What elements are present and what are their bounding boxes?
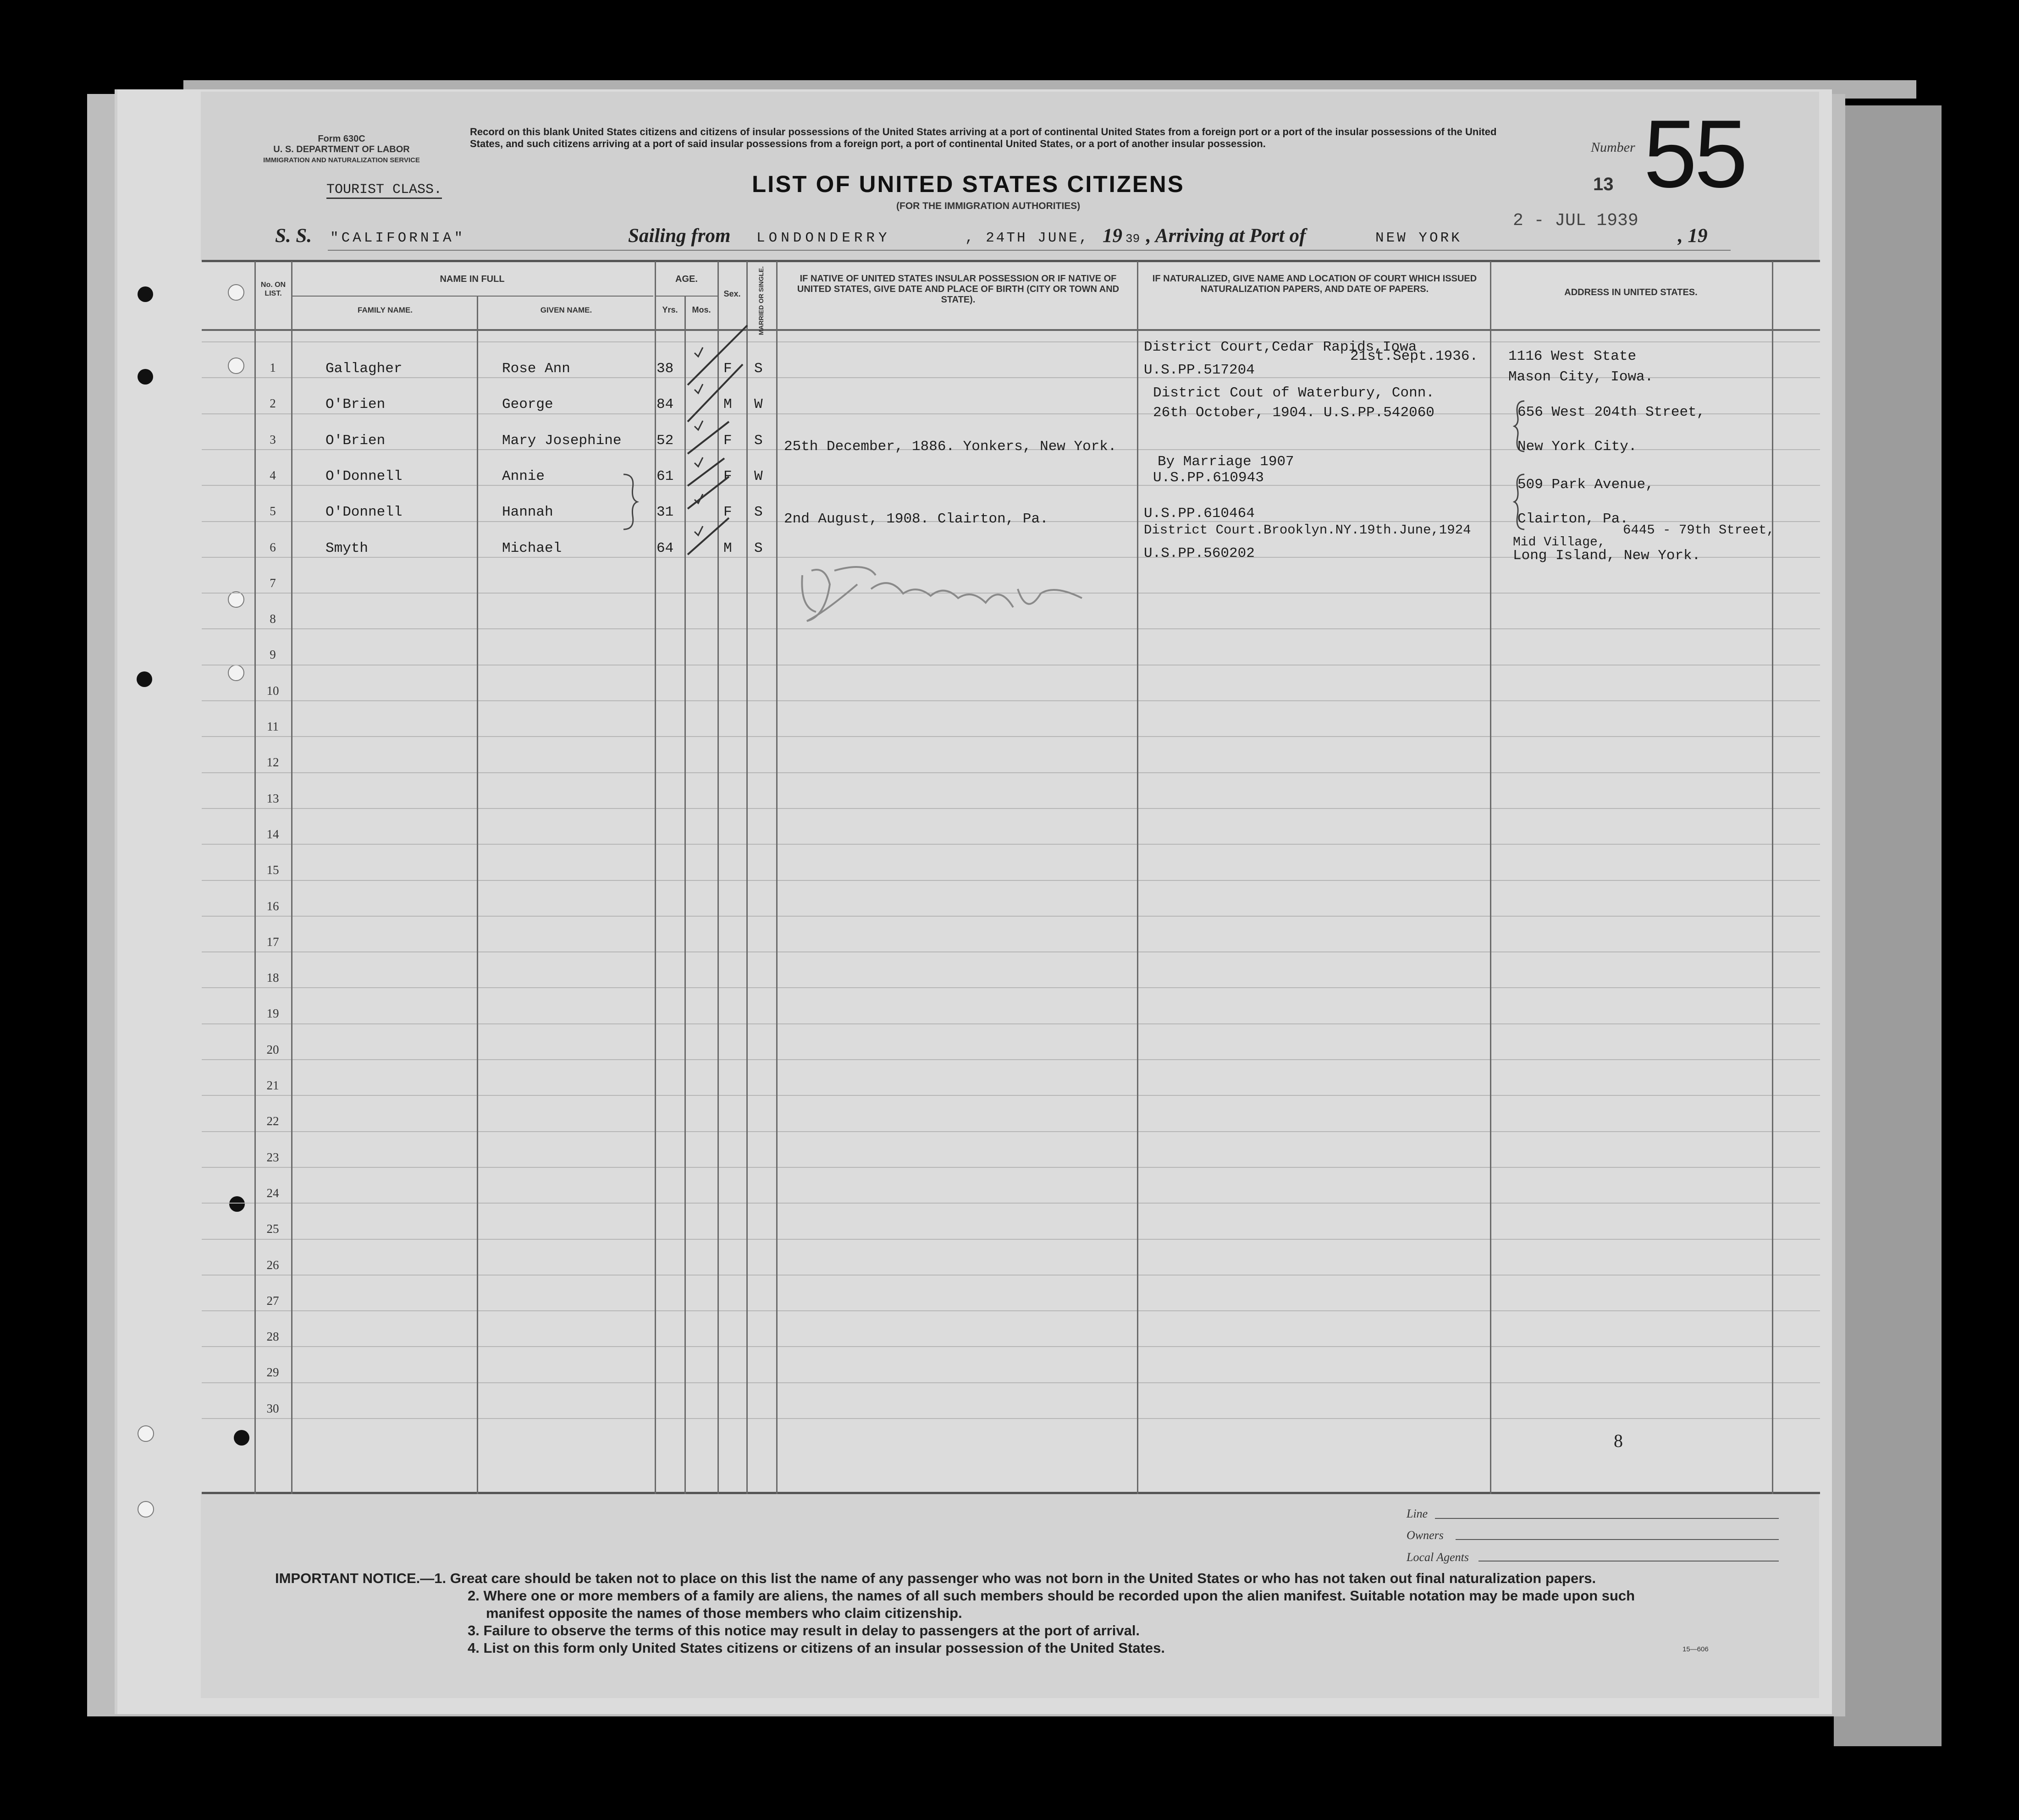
year2-prefix: , 19 xyxy=(1678,225,1708,247)
arriving-label: , Arriving at Port of xyxy=(1146,225,1306,247)
col-header-address: ADDRESS IN UNITED STATES. xyxy=(1564,287,1698,297)
age-years-cell: 61 xyxy=(656,468,674,484)
name-header-rule xyxy=(291,296,653,297)
col-divider xyxy=(655,261,656,1494)
col-divider xyxy=(1490,261,1491,1494)
col-header-age: AGE. xyxy=(675,274,698,284)
marital-status-cell: W xyxy=(754,468,763,484)
year-prefix: 19 xyxy=(1103,225,1122,247)
marital-status-cell: S xyxy=(754,504,763,521)
punch-hole xyxy=(138,286,153,302)
col-header-family-name: FAMILY NAME. xyxy=(358,306,413,314)
row-number: 14 xyxy=(266,827,279,841)
marital-status-cell: W xyxy=(754,396,763,413)
year-suffix: 39 xyxy=(1125,232,1140,246)
notice-line-2 xyxy=(468,1587,1788,1605)
row-rule xyxy=(202,1203,1820,1204)
col-divider xyxy=(477,296,478,1494)
address-r6a: 6445 - 79th Street, xyxy=(1623,522,1775,538)
row-number: 18 xyxy=(266,971,279,985)
naturalized-r1c: U.S.PP.517204 xyxy=(1144,362,1255,378)
family-name-cell: O'Brien xyxy=(325,396,386,413)
sex-cell: F xyxy=(723,432,732,449)
row-rule xyxy=(202,1310,1820,1311)
service-name: IMMIGRATION AND NATURALIZATION SERVICE xyxy=(263,156,420,164)
row-number: 28 xyxy=(266,1330,279,1344)
row-rule xyxy=(202,1167,1820,1168)
row-number: 30 xyxy=(266,1401,279,1415)
naturalized-r2a: District Cout of Waterbury, Conn. xyxy=(1153,385,1434,401)
naturalized-r1a: District Court,Cedar Rapids,Iowa xyxy=(1144,339,1417,355)
notice-line-4 xyxy=(468,1639,1788,1657)
family-brace xyxy=(621,472,640,532)
handwritten-signature xyxy=(798,557,1091,626)
footer-agents-label: Local Agents xyxy=(1407,1551,1469,1564)
row-number: 1 xyxy=(270,361,276,374)
notice-item-1: Great care should be taken not to place on this list the name of any passenger who was not born in the United States or who has not taken out final naturalization papers. xyxy=(450,1570,1596,1586)
family-name-cell: O'Donnell xyxy=(325,504,403,521)
notice-line-1 xyxy=(275,1570,1788,1587)
binder-ring xyxy=(228,591,244,608)
notice-line-3 xyxy=(468,1622,1788,1639)
address-r5a: Clairton, Pa. xyxy=(1517,511,1628,527)
record-instruction: Record on this blank United States citizens and citizens of insular possessions of the United States arriving at a port of continental United States from a foreign port or a port of the insular possessions of the United States, and such citizens arriving at a port of said insular possessions from a foreign port, a port of continental United States, or a port of another insular possession. xyxy=(470,126,1497,149)
row-number: 5 xyxy=(270,504,276,518)
ss-label: S. S. xyxy=(275,225,312,247)
address-r6b: Mid Village, xyxy=(1513,535,1605,550)
row-number: 27 xyxy=(266,1293,279,1308)
address-r2a: 656 West 204th Street, xyxy=(1517,404,1705,420)
row-number: 26 xyxy=(266,1258,279,1272)
notice-item-4-number: 4. xyxy=(468,1640,480,1656)
age-years-cell: 31 xyxy=(656,504,674,521)
col-header-no: No. ON LIST. xyxy=(260,281,286,297)
row-rule xyxy=(202,1131,1820,1132)
table-top-border xyxy=(202,260,1820,262)
bottom-mark: 8 xyxy=(1614,1430,1623,1451)
naturalized-r2b: 26th October, 1904. U.S.PP.542060 xyxy=(1153,405,1434,421)
col-divider xyxy=(1137,261,1138,1494)
table-bottom-border xyxy=(202,1492,1820,1494)
back-sheet-right xyxy=(1834,105,1942,1746)
row-number: 3 xyxy=(270,432,276,446)
notice-item-3-number: 3. xyxy=(468,1622,480,1639)
row-number: 13 xyxy=(266,791,279,805)
age-header-rule xyxy=(656,296,717,297)
given-name-cell: Michael xyxy=(502,540,562,556)
number-small: 13 xyxy=(1593,174,1614,194)
naturalized-r4a: By Marriage 1907 xyxy=(1158,454,1294,470)
address-r1b: Mason City, Iowa. xyxy=(1508,369,1654,385)
notice-item-4: List on this form only United States citizens or citizens of an insular possession of the United States. xyxy=(483,1640,1165,1656)
address-r1a: 1116 West State xyxy=(1508,348,1637,364)
row-rule xyxy=(202,1418,1820,1419)
naturalized-r1b: 21st.Sept.1936. xyxy=(1350,348,1478,364)
notice-line-2b: manifest opposite the names of those members who claim citizenship. xyxy=(486,1605,962,1621)
row-rule xyxy=(202,1239,1820,1240)
sailing-line xyxy=(275,211,1742,252)
family-name-cell: Gallagher xyxy=(325,361,403,377)
given-name-cell: George xyxy=(502,396,553,413)
address-r4a: 509 Park Avenue, xyxy=(1517,477,1654,493)
footer-line-rule xyxy=(1435,1518,1779,1519)
col-divider xyxy=(776,261,778,1494)
punch-hole xyxy=(137,671,152,687)
form-code: 15—606 xyxy=(1682,1645,1709,1653)
header-bottom-border xyxy=(202,329,1820,331)
footer-owners-rule xyxy=(1456,1539,1779,1540)
family-name-cell: O'Brien xyxy=(325,432,386,449)
row-number: 24 xyxy=(266,1186,279,1200)
naturalized-r6b: U.S.PP.560202 xyxy=(1144,545,1255,561)
form-header xyxy=(254,134,429,165)
binder-ring xyxy=(138,1425,154,1442)
marital-status-cell: S xyxy=(754,361,763,377)
native-entry-row3: 25th December, 1886. Yonkers, New York. xyxy=(784,439,1117,455)
date-from: , 24TH JUNE, xyxy=(965,230,1090,246)
naturalized-r4b: U.S.PP.610943 xyxy=(1153,470,1264,486)
notice-item-3: Failure to observe the terms of this notice may result in delay to passengers at the port of arrival. xyxy=(483,1622,1140,1639)
row-rule xyxy=(202,880,1820,881)
given-name-cell: Annie xyxy=(502,468,545,484)
row-number: 20 xyxy=(266,1042,279,1056)
row-rule xyxy=(202,951,1820,952)
given-name-cell: Hannah xyxy=(502,504,553,521)
age-years-cell: 52 xyxy=(656,432,674,449)
col-header-name-in-full: NAME IN FULL xyxy=(440,274,505,284)
row-number: 2 xyxy=(270,396,276,411)
sex-cell: F xyxy=(723,468,732,484)
col-divider xyxy=(1772,261,1773,1494)
row-rule xyxy=(202,1382,1820,1383)
row-number: 11 xyxy=(267,720,279,733)
punch-hole xyxy=(138,369,153,385)
row-number: 8 xyxy=(270,612,276,626)
footer-agents-rule xyxy=(1478,1561,1779,1562)
list-number: 55 xyxy=(1644,100,1745,208)
row-number: 22 xyxy=(266,1114,279,1128)
marital-status-cell: S xyxy=(754,540,763,556)
row-rule xyxy=(202,844,1820,845)
col-header-given-name: GIVEN NAME. xyxy=(540,306,592,314)
given-name-cell: Mary Josephine xyxy=(502,432,622,449)
notice-item-2-number: 2. xyxy=(468,1588,480,1604)
col-header-married: MARRIED OR SINGLE. xyxy=(757,266,765,335)
row-number: 4 xyxy=(270,468,276,482)
ship-name: "CALIFORNIA" xyxy=(330,230,466,246)
row-rule xyxy=(202,1059,1820,1060)
sailing-underline xyxy=(328,250,1731,251)
row-number: 29 xyxy=(266,1365,279,1380)
naturalized-r5a: U.S.PP.610464 xyxy=(1144,506,1255,522)
naturalized-r6a: District Court.Brooklyn.NY.19th.June,1924 xyxy=(1144,522,1471,538)
row-rule xyxy=(202,1095,1820,1096)
punch-hole xyxy=(234,1430,249,1446)
sex-cell: F xyxy=(723,361,732,377)
number-label: Number xyxy=(1591,140,1635,155)
form-number: Form 630C xyxy=(318,134,365,144)
row-rule xyxy=(202,1346,1820,1347)
handwritten-check-marks xyxy=(660,316,775,564)
address-r3a: New York City. xyxy=(1517,439,1637,455)
col-header-native: IF NATIVE OF UNITED STATES INSULAR POSSESSION OR IF NATIVE OF UNITED STATES, GIVE DATE AND PLACE OF BIRTH (CITY OR TOWN AND STATE). xyxy=(797,274,1120,305)
col-header-yrs: Yrs. xyxy=(662,305,678,314)
page-title: LIST OF UNITED STATES CITIZENS xyxy=(752,171,1185,197)
class-label: TOURIST CLASS. xyxy=(326,182,442,199)
age-years-cell: 64 xyxy=(656,540,674,556)
row-rule xyxy=(202,628,1820,629)
row-number: 9 xyxy=(270,648,276,662)
footer-line-label: Line xyxy=(1407,1507,1428,1520)
given-name-cell: Rose Ann xyxy=(502,361,570,377)
row-number: 7 xyxy=(270,576,276,590)
row-rule xyxy=(202,987,1820,988)
binder-ring xyxy=(228,665,244,681)
department-name: U. S. DEPARTMENT OF LABOR xyxy=(273,144,410,154)
native-entry-row5: 2nd August, 1908. Clairton, Pa. xyxy=(784,511,1048,527)
age-years-cell: 38 xyxy=(656,361,674,377)
marital-status-cell: S xyxy=(754,432,763,449)
sex-cell: M xyxy=(723,396,732,413)
row-rule xyxy=(202,736,1820,737)
row-number: 23 xyxy=(266,1150,279,1164)
arrival-stamp-date: 2 - JUL 1939 xyxy=(1513,211,1638,231)
address-r6c: Long Island, New York. xyxy=(1513,548,1701,564)
col-header-naturalized: IF NATURALIZED, GIVE NAME AND LOCATION OF COURT WHICH ISSUED NATURALIZATION PAPERS, AND DATE OF PAPERS. xyxy=(1152,274,1477,294)
page-subtitle: (FOR THE IMMIGRATION AUTHORITIES) xyxy=(896,201,1081,211)
row-number: 16 xyxy=(266,899,279,913)
family-name-cell: Smyth xyxy=(325,540,369,556)
binder-ring xyxy=(228,284,244,301)
row-rule xyxy=(202,700,1820,701)
row-rule xyxy=(202,808,1820,809)
sex-cell: F xyxy=(723,504,732,521)
row-rule xyxy=(202,1275,1820,1276)
row-number: 10 xyxy=(266,683,279,698)
col-header-mos: Mos. xyxy=(692,305,711,314)
row-rule xyxy=(202,341,1820,342)
row-number: 17 xyxy=(266,935,279,949)
row-number: 21 xyxy=(266,1078,279,1092)
row-number: 6 xyxy=(270,540,276,554)
row-number: 25 xyxy=(266,1222,279,1236)
row-number: 12 xyxy=(266,755,279,770)
sailing-from-label: Sailing from xyxy=(628,225,731,247)
manifest-page xyxy=(115,89,1832,1714)
col-header-sex: Sex. xyxy=(723,289,741,298)
row-number: 19 xyxy=(266,1006,279,1021)
port-from: LONDONDERRY xyxy=(756,230,891,246)
row-rule xyxy=(202,1023,1820,1024)
binder-ring xyxy=(138,1501,154,1518)
age-years-cell: 84 xyxy=(656,396,674,413)
family-name-cell: O'Donnell xyxy=(325,468,403,484)
important-notice xyxy=(275,1570,1788,1657)
port-to: NEW YORK xyxy=(1375,230,1462,246)
notice-item-2a: Where one or more members of a family are aliens, the names of all such members should be recorded upon the alien manifest. Suitable notation may be made upon such xyxy=(483,1588,1635,1604)
notice-label: IMPORTANT NOTICE.—1. xyxy=(275,1570,447,1586)
sex-cell: M xyxy=(723,540,732,556)
row-rule xyxy=(202,772,1820,773)
row-rule xyxy=(202,916,1820,917)
footer-owners-label: Owners xyxy=(1407,1529,1444,1542)
row-number: 15 xyxy=(266,863,279,877)
